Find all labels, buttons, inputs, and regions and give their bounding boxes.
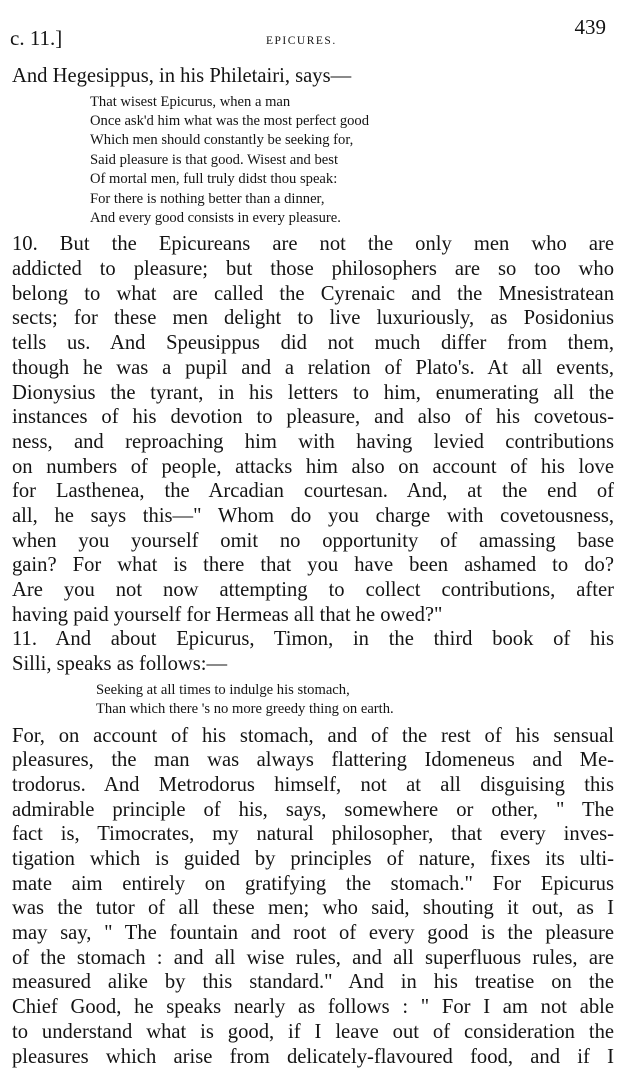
text-line: 10. But the Epicureans are not the only men who are	[12, 233, 614, 256]
text-line: though he was a pupil and a relation of Plato's. At all events,	[12, 356, 614, 379]
text-line: belong to what are called the Cyrenaic and the Mnesistratean	[12, 282, 614, 305]
text-line: when you yourself omit no opportunity of amassing base	[12, 529, 614, 552]
running-title: EPICURES.	[266, 35, 337, 47]
verse-line: Once ask'd him what was the most perfect good	[90, 113, 370, 130]
page-number: 439	[574, 15, 606, 39]
text-line: was the tutor of all these men; who said, shouting it out, as I	[12, 897, 614, 920]
text-line: tigation which is guided by principles of nature, fixes its ulti-	[12, 848, 614, 871]
text-line: Dionysius the tyrant, in his letters to him, enumerating all the	[12, 381, 614, 404]
text-line: sects; for these men delight to live luxuriously, as Posidonius	[12, 307, 614, 330]
verse-line: And every good consists in every pleasure.	[90, 210, 341, 227]
text-line: 11. And about Epicurus, Timon, in the third book of his	[12, 628, 614, 651]
verse-line: Said pleasure is that good. Wisest and best	[90, 151, 339, 168]
intro-line: And Hegesippus, in his Philetairi, says—	[12, 65, 352, 87]
chapter-reference: c. 11.]	[10, 26, 63, 50]
text-line: instances of his devotion to pleasure, and also of his covetous-	[12, 406, 614, 429]
text-line: pleasures which arise from delicately-flavoured food, and if I	[12, 1045, 614, 1068]
page-header	[0, 12, 630, 50]
text-line: having paid yourself for Hermeas all that he owed?"	[12, 603, 443, 626]
text-line: ness, and reproaching him with having levied contributions	[12, 430, 614, 453]
paragraph-10	[12, 232, 614, 627]
text-line: mate aim entirely on gratifying the stomach." For Epicurus	[12, 872, 614, 895]
text-line: may say, " The fountain and root of every good is the pleasure	[12, 922, 614, 945]
verse-line: For there is nothing better than a dinner,	[90, 190, 325, 207]
text-line: for Lasthenea, the Arcadian courtesan. And, at the end of	[12, 480, 614, 503]
text-line: gain? For what is there that you have been ashamed to do?	[12, 554, 614, 577]
verse-quotation-timon	[12, 681, 614, 720]
text-line: fact is, Timocrates, my natural philosopher, that every inves-	[12, 823, 614, 846]
text-line: on numbers of people, attacks him also on account of his love	[12, 455, 614, 478]
text-line: Chief Good, he speaks nearly as follows : " For I am not able	[12, 996, 614, 1019]
text-line: to understand what is good, if I leave out of consideration the	[12, 1020, 614, 1043]
verse-quotation-hegesippus	[12, 93, 614, 229]
text-line: For, on account of his stomach, and of the rest of his sensual	[12, 724, 614, 747]
paragraph-11	[12, 627, 614, 676]
text-line: Are you not now attempting to collect contributions, after	[12, 579, 614, 602]
text-line: tells us. And Speusippus did not much differ from them,	[12, 332, 614, 355]
text-line: Silli, speaks as follows:—	[12, 653, 228, 676]
text-line: measured alike by this standard." And in his treatise on the	[12, 971, 614, 994]
verse-line: Than which there 's no more greedy thing on earth.	[96, 701, 394, 718]
verse-line: That wisest Epicurus, when a man	[90, 93, 291, 110]
text-line: addicted to pleasure; but those philosophers are so too who	[12, 258, 614, 281]
verse-line: Seeking at all times to indulge his stomach,	[96, 681, 350, 698]
text-line: pleasures, the man was always flattering Idomeneus and Me-	[12, 749, 614, 772]
paragraph-final	[12, 724, 614, 1069]
text-line: trodorus. And Metrodorus himself, not at all disguising this	[12, 773, 614, 796]
verse-line: Of mortal men, full truly didst thou speak:	[90, 171, 338, 188]
text-line: admirable principle of his, says, somewhere or other, " The	[12, 798, 614, 821]
text-line: of the stomach : and all wise rules, and all superfluous rules, are	[12, 946, 614, 969]
page-body	[12, 64, 614, 1069]
text-line: all, he says this—" Whom do you charge with covetousness,	[12, 504, 614, 527]
verse-line: Which men should constantly be seeking for,	[90, 132, 354, 149]
